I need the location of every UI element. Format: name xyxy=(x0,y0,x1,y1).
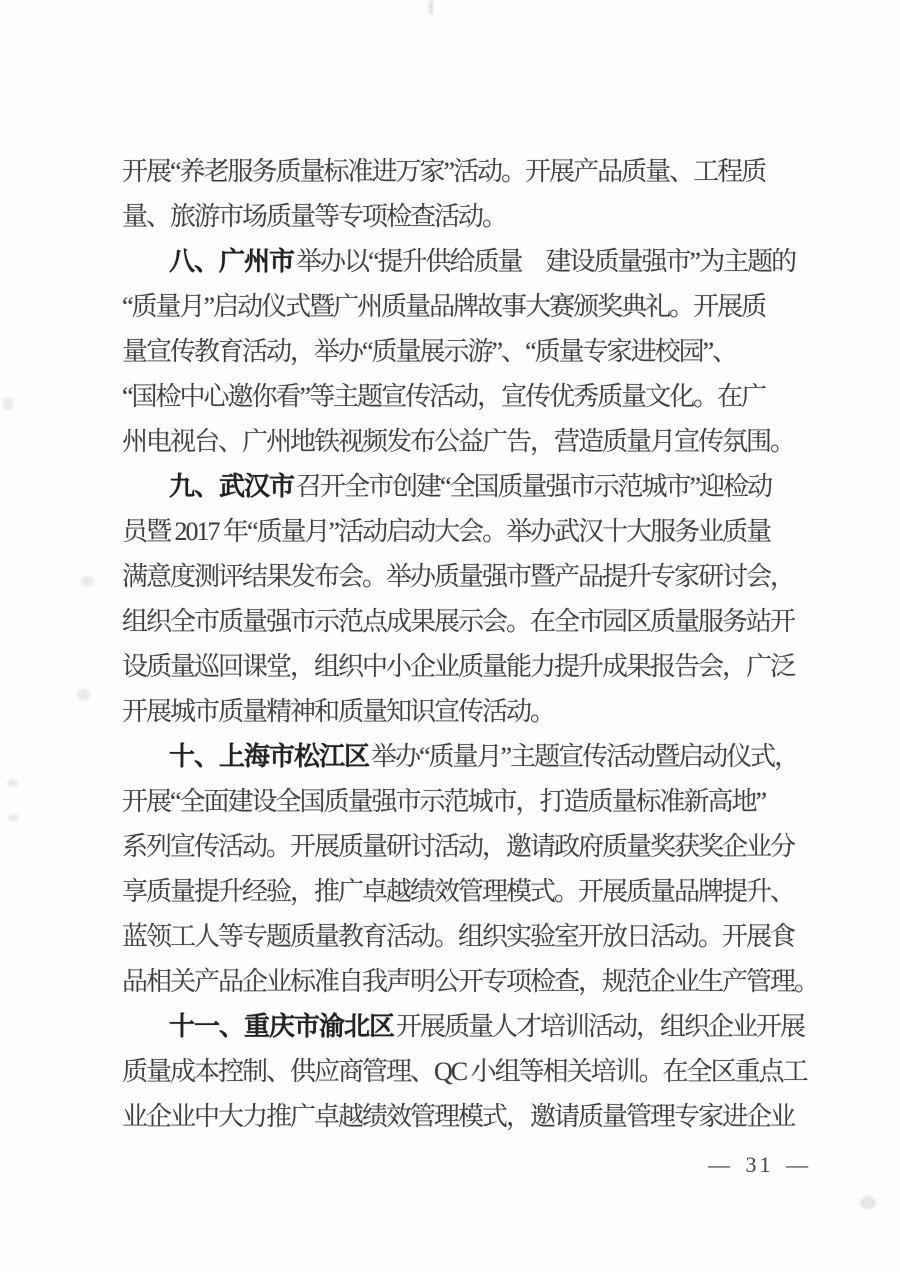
scan-smudge xyxy=(8,814,19,821)
text-line xyxy=(122,1049,832,1094)
text-line xyxy=(122,1094,832,1139)
text-line xyxy=(122,1004,832,1049)
text-line xyxy=(122,329,832,374)
text-line xyxy=(122,509,832,554)
scan-smudge xyxy=(81,576,94,587)
text-line xyxy=(122,869,832,914)
text-line xyxy=(122,689,832,734)
line-text: 品相关产品企业标准自我声明公开专项检查，规范企业生产管理。 xyxy=(122,967,819,996)
text-line xyxy=(122,914,832,959)
line-text: 开展质量人才培训活动，组织企业开展 xyxy=(396,1012,805,1041)
paragraph-lead: 九、武汉市 xyxy=(169,471,295,501)
text-line xyxy=(122,374,832,419)
text-line xyxy=(122,284,832,329)
line-text: 举办以“提升供给质量 建设质量强市”为主题的 xyxy=(296,247,796,276)
scan-smudge xyxy=(429,0,433,15)
line-text: 量宣传教育活动，举办“质量展示游”、“质量专家进校园”、 xyxy=(122,337,737,366)
scan-smudge xyxy=(7,780,18,787)
line-text: “国检中心邀你看”等主题宣传活动，宣传优秀质量文化。在广 xyxy=(122,382,766,411)
paragraph-lead: 十、上海市松江区 xyxy=(169,741,370,771)
line-text: 量、旅游市场质量等专项检查活动。 xyxy=(122,202,507,231)
line-text: 组织全市质量强市示范点成果展示会。在全市园区质量服务站开 xyxy=(122,607,795,636)
text-line xyxy=(122,464,832,509)
text-line xyxy=(122,554,832,599)
text-line xyxy=(122,779,832,824)
line-text: 员暨 2017 年“质量月”活动启动大会。举办武汉十大服务业质量 xyxy=(122,517,771,546)
line-text: 系列宣传活动。开展质量研讨活动，邀请政府质量奖获奖企业分 xyxy=(122,832,795,861)
text-line xyxy=(122,194,832,239)
line-text: “质量月”启动仪式暨广州质量品牌故事大赛颁奖典礼。开展质 xyxy=(122,292,766,321)
line-text: 设质量巡回课堂，组织中小企业质量能力提升成果报告会，广泛 xyxy=(122,652,795,681)
line-text: 质量成本控制、供应商管理、QC 小组等相关培训。在全区重点工 xyxy=(122,1057,807,1086)
line-text: 满意度测评结果发布会。举办质量强市暨产品提升专家研讨会， xyxy=(122,562,795,591)
line-text: 州电视台、广州地铁视频发布公益广告，营造质量月宣传氛围。 xyxy=(122,427,795,456)
line-text: 享质量提升经验，推广卓越绩效管理模式。开展质量品牌提升、 xyxy=(122,877,795,906)
paragraph-lead: 八、广州市 xyxy=(169,246,295,276)
text-line xyxy=(122,734,832,779)
line-text: 开展城市质量精神和质量知识宣传活动。 xyxy=(122,697,555,726)
page-number: — 31 — xyxy=(708,1152,811,1177)
text-block xyxy=(122,149,832,1139)
line-text: 业企业中大力推广卓越绩效管理模式，邀请质量管理专家进企业 xyxy=(122,1102,795,1131)
line-text: 蓝领工人等专题质量教育活动。组织实验室开放日活动。开展食 xyxy=(122,922,795,951)
scan-smudge xyxy=(77,689,90,700)
line-text: 开展“养老服务质量标准进万家”活动。开展产品质量、工程质 xyxy=(122,157,766,186)
line-text: 开展“全面建设全国质量强市示范城市，打造质量标准新高地” xyxy=(122,787,766,816)
text-line xyxy=(122,239,832,284)
paragraph-lead: 十一、重庆市渝北区 xyxy=(169,1011,395,1041)
line-text: 举办“质量月”主题宣传活动暨启动仪式， xyxy=(371,742,799,771)
text-line xyxy=(122,419,832,464)
text-line xyxy=(122,149,832,194)
line-text: 召开全市创建“全国质量强市示范城市”迎检动 xyxy=(296,472,772,501)
text-line xyxy=(122,644,832,689)
text-line xyxy=(122,599,832,644)
text-line xyxy=(122,824,832,869)
scan-smudge xyxy=(860,1196,876,1209)
scan-smudge xyxy=(3,397,13,410)
text-line xyxy=(122,959,832,1004)
